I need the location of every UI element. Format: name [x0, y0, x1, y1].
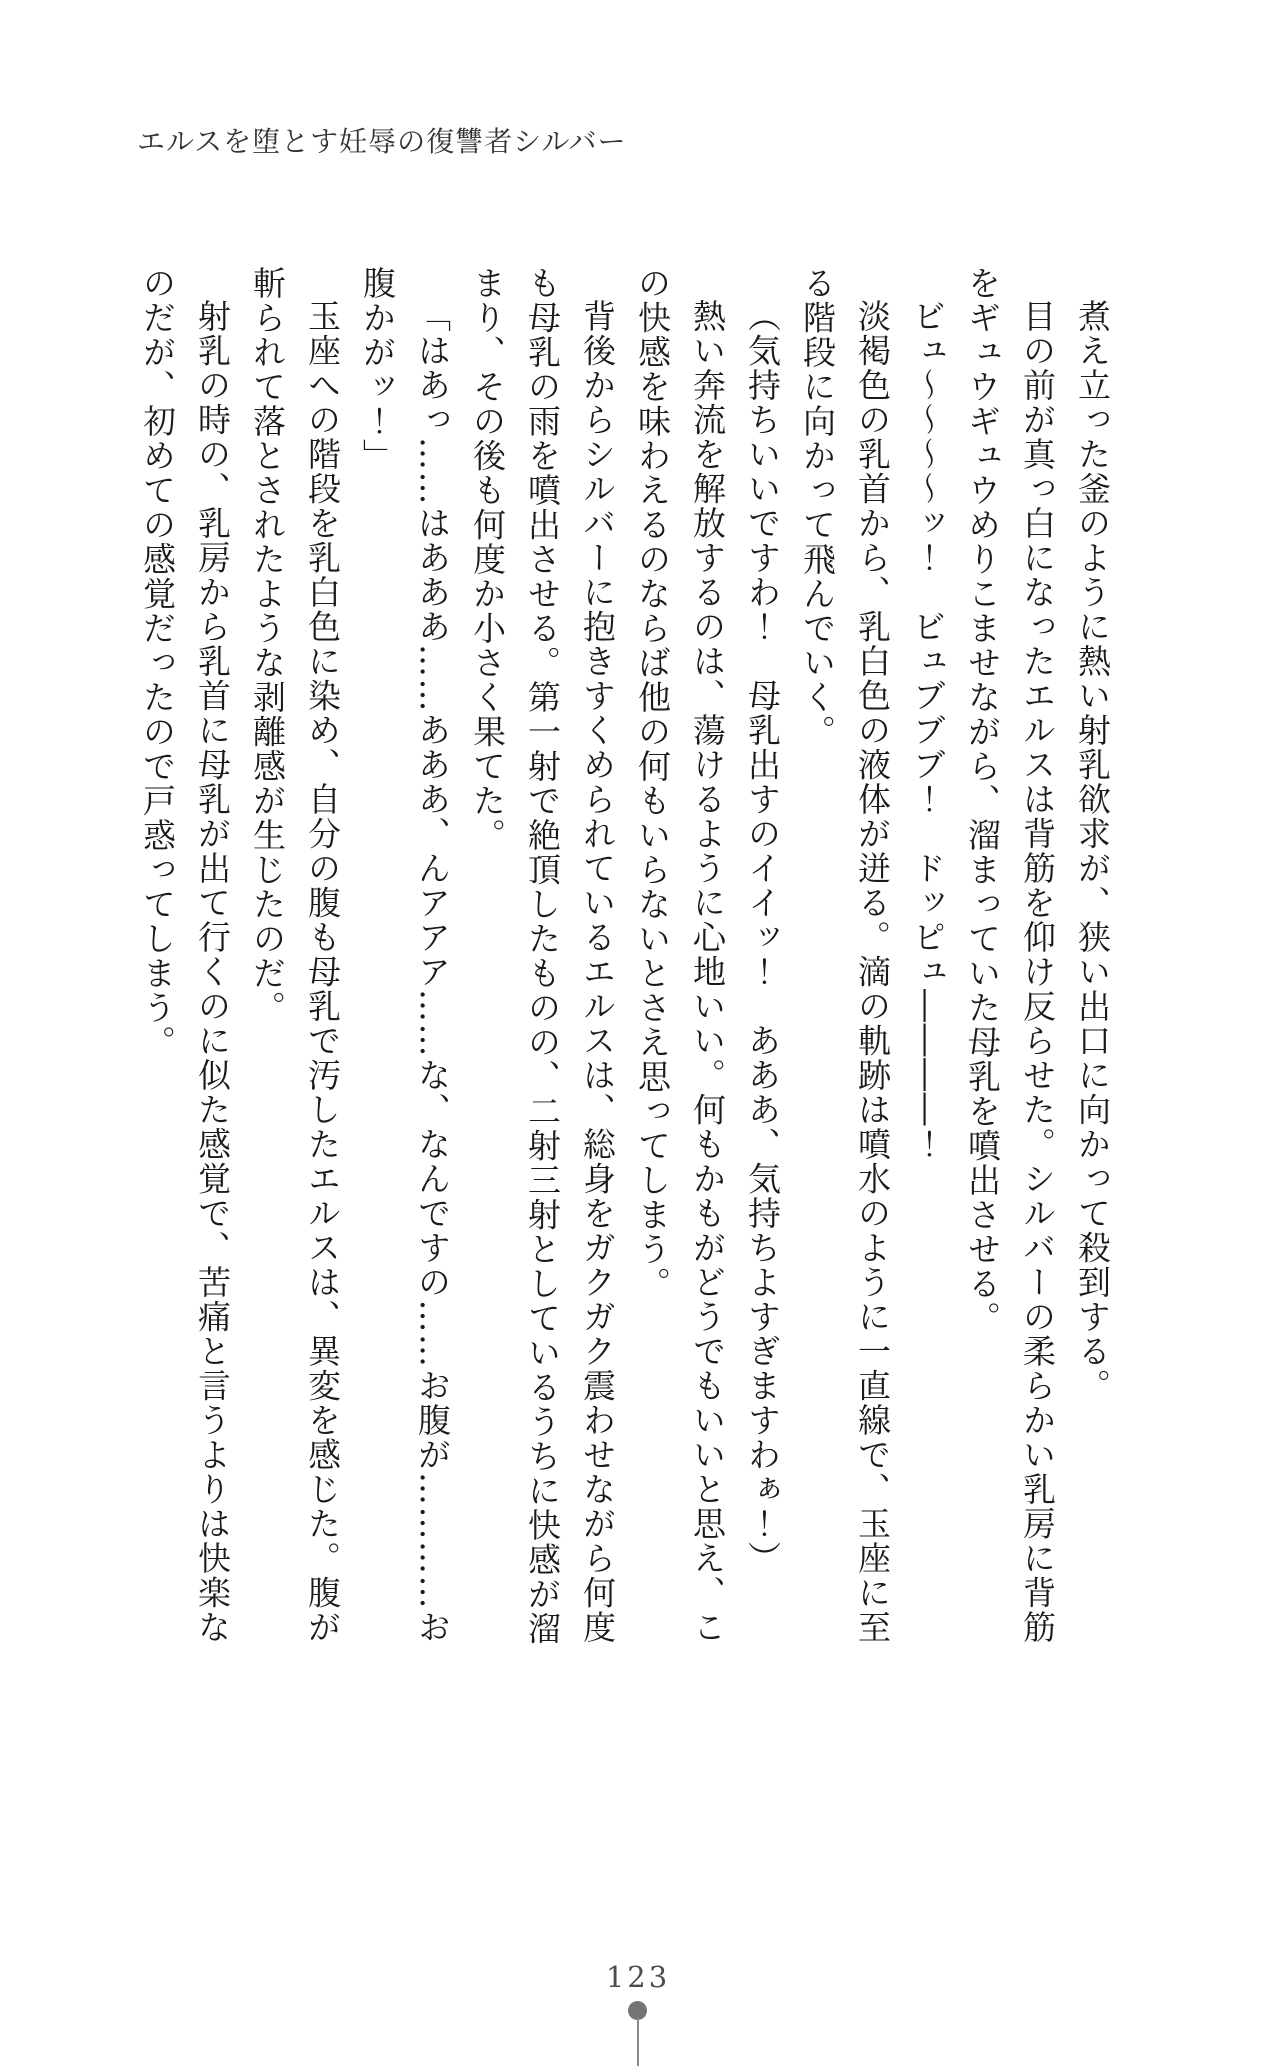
paragraph: 射乳の時の、乳房から乳首に母乳が出て行くのに似た感覚で、苦痛と言うよりは快楽なのだが、初めての感覚だったので戸惑ってしまう。: [138, 266, 232, 1645]
paragraph: （気持ちいいですわ！ 母乳出すのイイッ！ あああ、気持ちよすぎますわぁ！）: [743, 299, 782, 1576]
running-header: エルスを堕とす妊辱の復讐者シルバー: [137, 125, 627, 158]
paragraph: 淡褐色の乳首から、乳白色の液体が迸る。滴の軌跡は噴水のように一直線で、玉座に至る階段に向かって飛んでいく。: [798, 266, 892, 1645]
paragraph: 玉座への階段を乳白色に染め、自分の腹も母乳で汚したエルスは、異変を感じた。腹が斬られて落とされたような剥離感が生じたのだ。: [248, 266, 342, 1645]
paragraph: 目の前が真っ白になったエルスは背筋を仰け反らせた。シルバーの柔らかい乳房に背筋をギュウギュウめりこませながら、溜まっていた母乳を噴出させる。: [963, 266, 1057, 1645]
paragraph: 熱い奔流を解放するのは、蕩けるように心地いい。何もかもがどうでもいいと思え、この快感を味わえるのならば他の何もいらないとさえ思ってしまう。: [633, 266, 727, 1645]
page-number: 123: [605, 1960, 671, 1994]
paragraph: 煮え立った釜のように熱い射乳欲求が、狭い出口に向かって殺到する。: [1073, 299, 1112, 1403]
paragraph: 「はあっ……はあああ……あああ、んアアア……な、なんですの……お腹が…………お腹かがッ！」: [358, 266, 452, 1645]
paragraph: 背後からシルバーに抱きすくめられているエルスは、総身をガクガク震わせながら何度も母乳の雨を噴出させる。第一射で絶頂したものの、二射三射としているうちに快感が溜まり、その後も何度か小さく果てた。: [468, 266, 617, 1646]
paragraph: ビュ～～～～ッ！ ビュブブブ！ ドッピュ――――！: [908, 299, 947, 1162]
ornament-line: [637, 2018, 639, 2066]
body-text: [110, 266, 1120, 1652]
